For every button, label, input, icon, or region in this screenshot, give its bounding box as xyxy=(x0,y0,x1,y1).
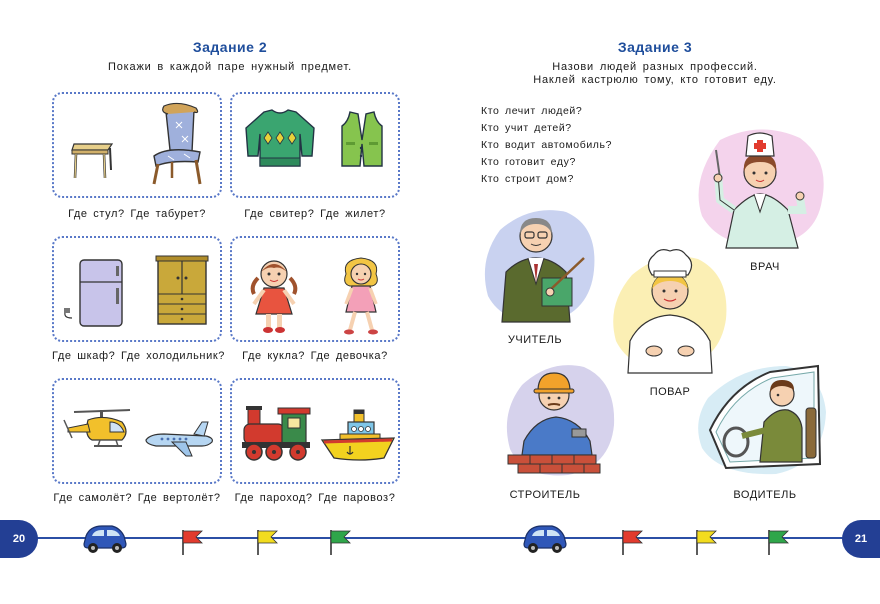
question-item: Кто водит автомобиль? xyxy=(481,139,613,151)
label-builder: СТРОИТЕЛЬ xyxy=(509,489,581,501)
yellow-flag-icon xyxy=(255,528,279,556)
question-item: Кто готовит еду? xyxy=(481,156,576,168)
label-teacher: УЧИТЕЛЬ xyxy=(507,334,563,346)
label-driver: ВОДИТЕЛЬ xyxy=(733,489,797,501)
fridge-icon xyxy=(60,256,128,330)
builder-illustration xyxy=(502,355,620,480)
red-flag-icon xyxy=(620,528,644,556)
green-flag-icon xyxy=(328,528,352,556)
questions-list xyxy=(481,103,681,188)
car-icon xyxy=(520,522,570,556)
caption-locomotive-steamboat: Где пароход? Где паровоз? xyxy=(234,492,396,504)
question-item: Кто лечит людей? xyxy=(481,105,583,117)
task3-instruction-line1: Назови людей разных профессий. xyxy=(552,61,758,73)
task3-title: Задание 3 xyxy=(617,39,693,55)
page-number-right: 21 xyxy=(842,520,880,558)
driver-illustration xyxy=(690,358,830,478)
card-helicopter-airplane xyxy=(52,378,222,484)
caption-helicopter-airplane: Где самолёт? Где вертолёт? xyxy=(53,492,221,504)
red-flag-icon xyxy=(180,528,204,556)
teacher-illustration xyxy=(480,200,600,325)
card-fridge-wardrobe xyxy=(52,236,222,342)
task2-title: Задание 2 xyxy=(192,39,268,55)
label-doctor: ВРАЧ xyxy=(750,261,780,273)
sweater-icon xyxy=(242,108,318,170)
task2-instruction: Покажи в каждой паре нужный предмет. xyxy=(108,61,352,73)
car-icon xyxy=(80,522,130,556)
card-doll-girl xyxy=(230,236,400,342)
wardrobe-icon xyxy=(154,254,210,330)
doctor-illustration xyxy=(690,120,830,250)
locomotive-icon xyxy=(238,404,314,464)
caption-doll-girl: Где кукла? Где девочка? xyxy=(242,350,388,362)
vest-icon xyxy=(340,110,384,170)
footer-line-right xyxy=(442,537,854,539)
card-sweater-vest xyxy=(230,92,400,198)
card-locomotive-steamboat xyxy=(230,378,400,484)
label-cook: ПОВАР xyxy=(649,386,691,398)
doll-icon xyxy=(246,256,302,336)
question-item: Кто учит детей? xyxy=(481,122,572,134)
card-stool-chair xyxy=(52,92,222,198)
question-item: Кто строит дом? xyxy=(481,173,574,185)
yellow-flag-icon xyxy=(694,528,718,556)
task3-instruction-line2: Наклей кастрюлю тому, кто готовит еду. xyxy=(533,74,777,86)
caption-sweater-vest: Где свитер? Где жилет? xyxy=(244,208,386,220)
girl-icon xyxy=(336,254,386,336)
page-number-left: 20 xyxy=(0,520,38,558)
cook-illustration xyxy=(608,245,733,375)
airplane-icon xyxy=(142,420,216,460)
caption-stool-chair: Где стул? Где табурет? xyxy=(68,208,206,220)
steamboat-icon xyxy=(320,408,396,464)
stool-icon xyxy=(70,136,116,182)
caption-fridge-wardrobe: Где шкаф? Где холодильник? xyxy=(52,350,225,362)
chair-icon xyxy=(148,102,206,186)
green-flag-icon xyxy=(766,528,790,556)
helicopter-icon xyxy=(60,406,132,458)
